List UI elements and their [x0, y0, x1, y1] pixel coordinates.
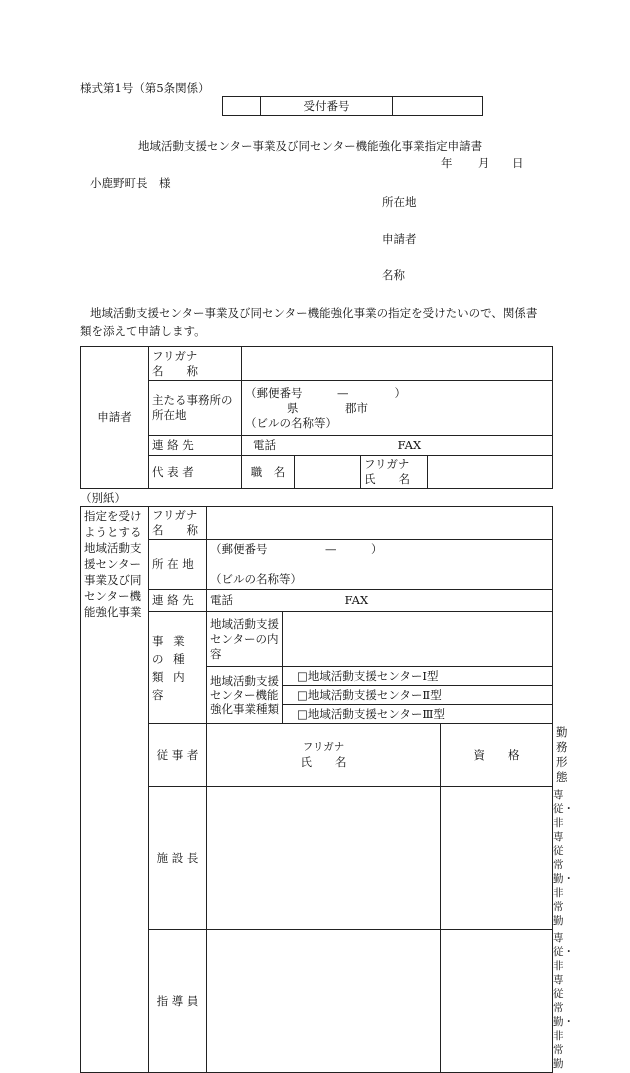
facility-furigana-name-label [149, 507, 207, 540]
facility-name-field[interactable] [207, 507, 553, 540]
applicant-table [80, 346, 553, 489]
strengthen-type-label: 地域活動支援センター機能強化事業種類 [207, 667, 283, 724]
director-label: 施 設 長 [149, 787, 207, 930]
applicant-name-field[interactable] [242, 347, 553, 381]
office-address-field[interactable] [242, 381, 553, 436]
office-address-line1: 主たる事務所の [152, 393, 233, 407]
postal-code-line: （郵便番号 — ） [245, 385, 406, 400]
office-address-line2: 所在地 [152, 408, 187, 422]
qualification-header: 資 格 [441, 724, 553, 787]
address-label: 所在地 [382, 195, 417, 209]
facility-phone-label: 電話 [210, 593, 233, 607]
instructor-label: 指 導 員 [149, 930, 207, 1073]
name-label-cell: 名 称 [152, 363, 198, 378]
facility-name-label: 名 称 [152, 523, 198, 537]
receipt-blank-left[interactable] [223, 97, 261, 116]
facility-fax-label: FAX [344, 593, 369, 607]
contact-label: 連 絡 先 [149, 436, 242, 456]
furigana-name-label [149, 347, 242, 381]
staff-furigana-name-header [207, 724, 441, 787]
facility-contact-field[interactable] [207, 590, 553, 612]
receipt-number-box [222, 96, 483, 116]
rep-name-label: 氏 名 [364, 472, 410, 486]
instructor-name-field[interactable] [207, 930, 441, 1073]
director-qualification-field[interactable] [441, 787, 553, 930]
fax-label: FAX [397, 438, 422, 452]
facility-section-label: 指定を受けようとする地域活動支援センター事業及び同センター機能強化事業 [81, 507, 149, 1073]
rep-furigana-name-label [361, 456, 428, 489]
document-title: 地域活動支援センター事業及び同センター機能強化事業指定申請書 [138, 139, 483, 153]
staff-label: 従 事 者 [149, 724, 207, 787]
city-label: 郡市 [345, 400, 368, 415]
date-year: 年 [441, 156, 453, 170]
facility-postal-line: （郵便番号 — ） [210, 542, 383, 556]
type1-checkbox[interactable]: □地域活動支援センターⅠ型 [283, 667, 553, 686]
receipt-number-field[interactable] [393, 97, 483, 116]
staff-furigana-label: フリガナ [302, 741, 345, 753]
date-day: 日 [512, 156, 524, 170]
facility-location-field[interactable] [207, 540, 553, 590]
office-address-label [149, 381, 242, 436]
addressee: 小鹿野町長 様 [90, 176, 171, 190]
attachment-label: （別紙） [80, 491, 126, 505]
facility-furigana-label: フリガナ [152, 508, 198, 522]
director-name-field[interactable] [207, 787, 441, 930]
furigana-label: フリガナ [152, 348, 198, 363]
applicant-section-label: 申請者 [81, 347, 149, 489]
prefecture-label: 県 [287, 400, 299, 415]
center-content-label: 地域活動支援センターの内容 [207, 612, 283, 667]
phone-label: 電話 [253, 438, 276, 452]
representative-label: 代 表 者 [149, 456, 242, 489]
building-name-line: （ビルの名称等） [245, 415, 337, 430]
position-label: 職 名 [242, 456, 295, 489]
representative-name-field[interactable] [428, 456, 553, 489]
body-text-line1: 地域活動支援センター事業及び同センター機能強化事業の指定を受けたいので、関係書 [90, 306, 538, 320]
body-text-line2: 類を添えて申請します。 [80, 324, 206, 338]
center-content-field[interactable] [283, 612, 553, 667]
facility-location-label: 所 在 地 [149, 540, 207, 590]
facility-contact-label: 連 絡 先 [149, 590, 207, 612]
receipt-label: 受付番号 [261, 97, 393, 116]
facility-table: 指定を受けようとする地域活動支援センター事業及び同センター機能強化事業 フリガナ 名 称 所 在 地 （郵便番号 — ） （ビルの名称等） 連 絡 先 電話 FAX 事 業 の 種 類 内 容 地域活動支援センターの内容 地域活動支援センター機能強化事業種類 □地域活動支援センターⅠ型 □地域活動支援センターⅡ型 □地域活動支援センターⅢ型 従 事 者 フリガナ 氏 名 資 格 勤務形態 施 設 長 専従・非専従 常勤・非常勤 指 導 員 専従・非専従 常勤・非常勤 [80, 506, 553, 1073]
name-label: 名称 [382, 268, 405, 282]
staff-name-label: 氏 名 [300, 755, 347, 769]
position-field[interactable] [295, 456, 361, 489]
facility-building-line: （ビルの名称等） [210, 572, 302, 586]
business-type-label: 事 業 の 種 類 内 容 [149, 612, 207, 724]
rep-furigana-label: フリガナ [364, 457, 410, 471]
contact-field[interactable] [242, 436, 553, 456]
type3-checkbox[interactable]: □地域活動支援センターⅢ型 [283, 705, 553, 724]
type2-checkbox[interactable]: □地域活動支援センターⅡ型 [283, 686, 553, 705]
applicant-label: 申請者 [382, 232, 417, 246]
instructor-qualification-field[interactable] [441, 930, 553, 1073]
form-number: 様式第1号（第5条関係） [80, 81, 210, 95]
date-month: 月 [478, 156, 490, 170]
